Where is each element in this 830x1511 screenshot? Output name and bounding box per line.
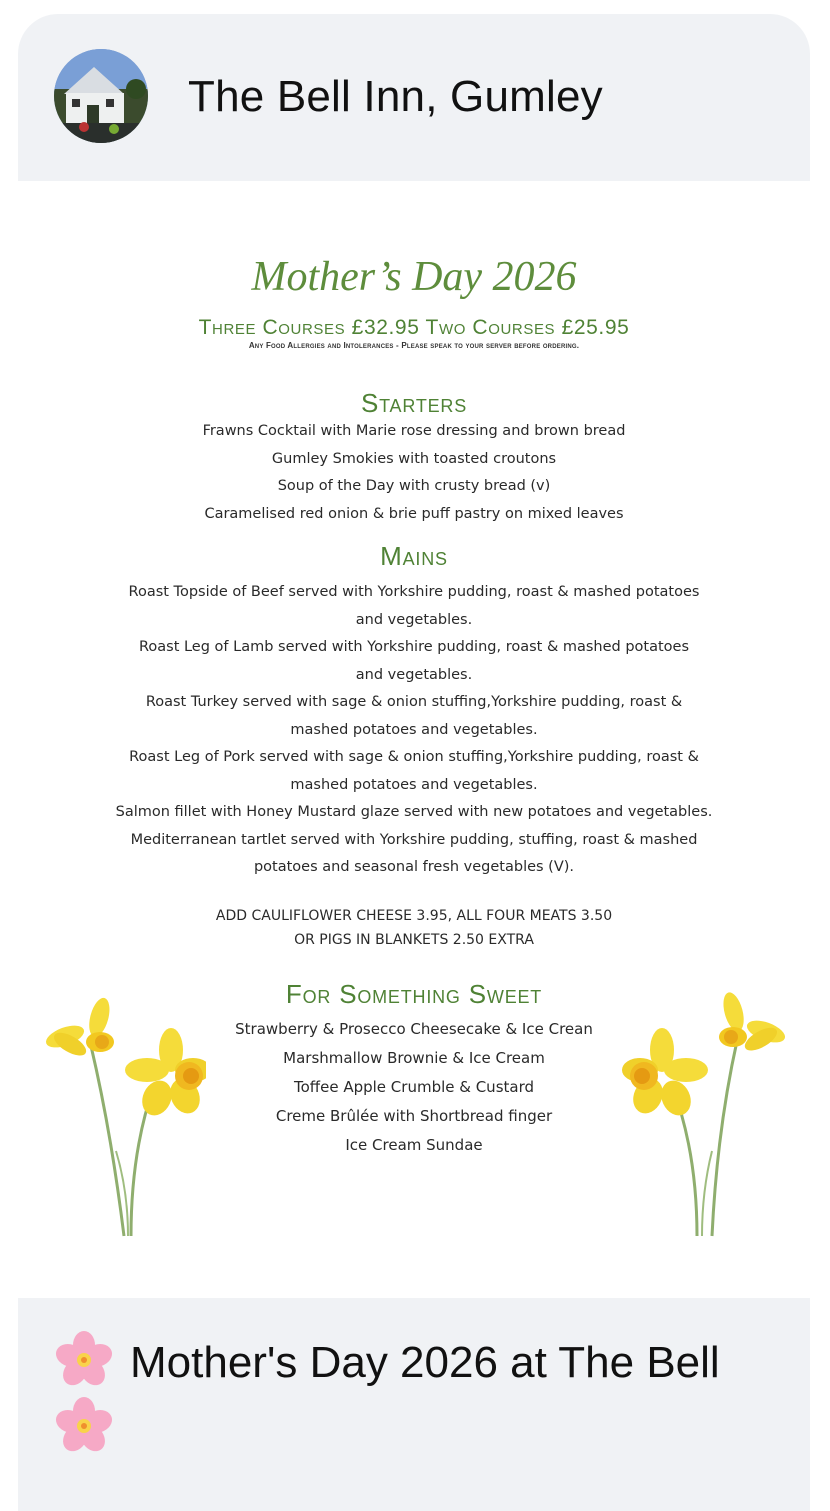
- starters-list: [18, 418, 810, 528]
- menu-prices: Three Courses £32.95 Two Courses £25.95: [198, 316, 630, 339]
- list-item: Creme Brûlée with Shortbread finger: [275, 1107, 553, 1125]
- cherry-blossom-icon: [54, 1396, 114, 1456]
- avatar[interactable]: [54, 49, 148, 143]
- post-text: Mother's Day 2026 at The Bell: [130, 1338, 720, 1387]
- mains-heading: Mains: [380, 541, 448, 571]
- menu-title: Mother’s Day 2026: [251, 254, 577, 300]
- list-item: Strawberry & Prosecco Cheesecake & Ice Crean: [235, 1020, 593, 1038]
- list-item: Mediterranean tartlet served with Yorkshire pudding, stuffing, roast & mashed: [130, 831, 698, 848]
- list-item: Roast Topside of Beef served with Yorkshire pudding, roast & mashed potatoes: [128, 584, 700, 600]
- daffodil-icon: [622, 991, 792, 1246]
- menu-image: [18, 181, 810, 1298]
- page-name[interactable]: The Bell Inn, Gumley: [188, 72, 603, 121]
- post-header: [18, 14, 810, 181]
- extras-line: OR PIGS IN BLANKETS 2.50 EXTRA: [294, 932, 534, 948]
- extras-note: [18, 904, 810, 952]
- list-item: Roast Leg of Lamb served with Yorkshire pudding, roast & mashed potatoes: [138, 639, 690, 655]
- list-item: Salmon fillet with Honey Mustard glaze served with new potatoes and vegetables.: [115, 804, 713, 820]
- list-item: Frawns Cocktail with Marie rose dressing and brown bread: [202, 423, 626, 439]
- starters-heading: Starters: [360, 388, 468, 418]
- list-item: Soup of the Day with crusty bread (v): [277, 478, 551, 494]
- list-item: mashed potatoes and vegetables.: [290, 721, 538, 738]
- post-footer: [18, 1298, 810, 1511]
- cherry-blossom-icon: [54, 1330, 114, 1390]
- post-card: [18, 14, 810, 1511]
- list-item: Roast Turkey served with sage & onion stuffing,Yorkshire pudding, roast &: [145, 694, 683, 710]
- extras-line: ADD CAULIFLOWER CHEESE 3.95, ALL FOUR MEATS 3.50: [215, 908, 613, 924]
- list-item: Gumley Smokies with toasted croutons: [271, 450, 557, 467]
- list-item: and vegetables.: [355, 666, 473, 683]
- list-item: mashed potatoes and vegetables.: [290, 776, 538, 793]
- list-item: Caramelised red onion & brie puff pastry on mixed leaves: [204, 505, 624, 522]
- list-item: Marshmallow Brownie & Ice Cream: [283, 1049, 545, 1067]
- pub-photo-avatar-icon: [54, 49, 148, 143]
- list-item: Toffee Apple Crumble & Custard: [293, 1078, 535, 1096]
- mains-list: [18, 579, 810, 882]
- list-item: and vegetables.: [355, 611, 473, 628]
- list-item: Ice Cream Sundae: [345, 1136, 483, 1154]
- list-item: potatoes and seasonal fresh vegetables (V).: [253, 859, 575, 875]
- daffodil-icon: [36, 991, 206, 1246]
- allergy-notice: Any Food Allergies and Intolerances - Please speak to your server before ordering.: [248, 341, 580, 350]
- list-item: Roast Leg of Pork served with sage & onion stuffing,Yorkshire pudding, roast &: [129, 749, 699, 765]
- sweet-heading: For Something Sweet: [285, 979, 543, 1009]
